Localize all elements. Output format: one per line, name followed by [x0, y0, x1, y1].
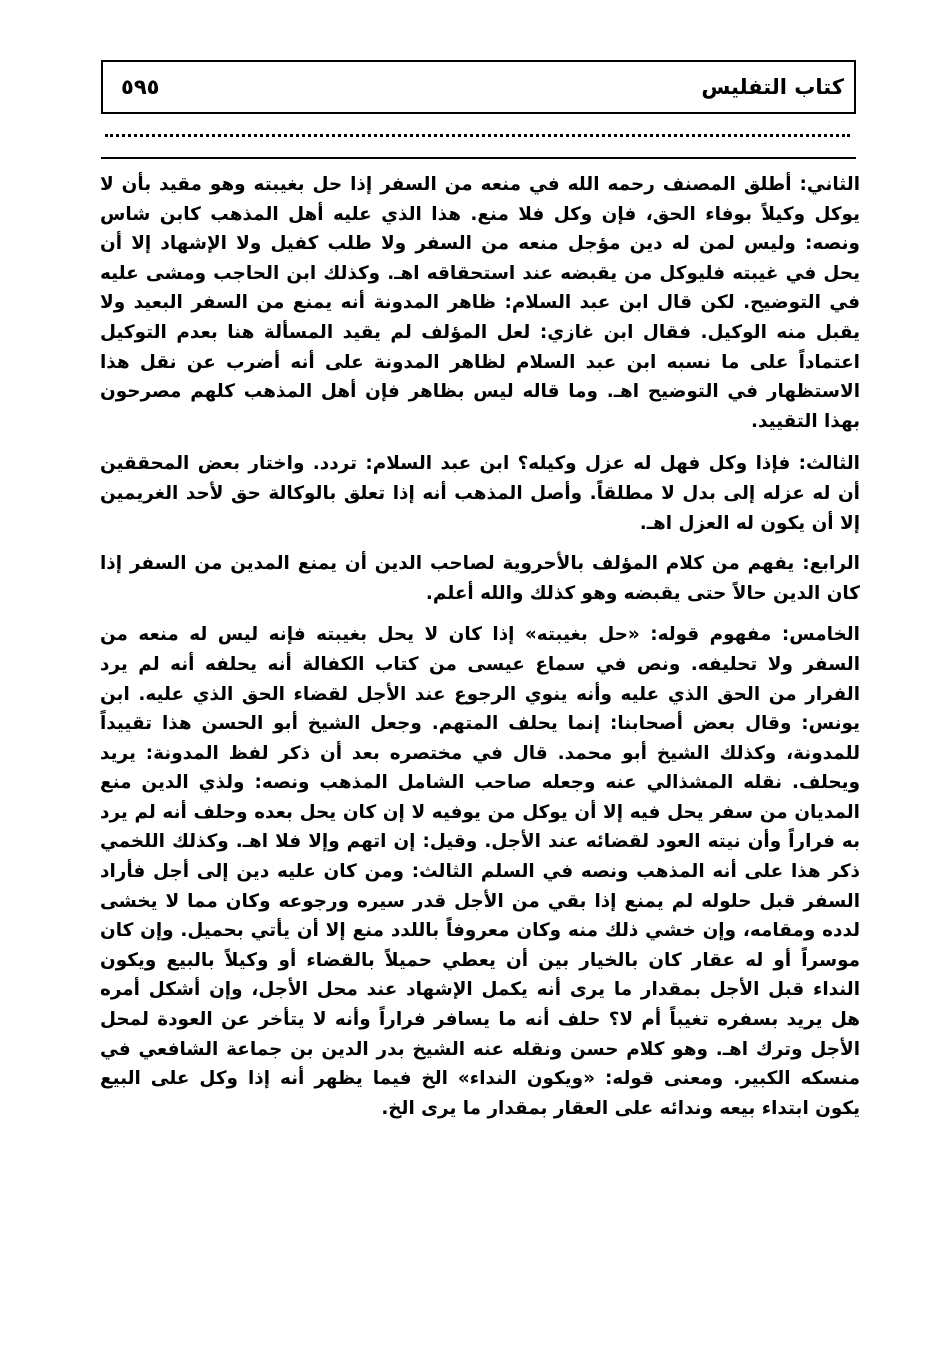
page-header: [101, 60, 856, 114]
running-title: كتاب التفليس: [701, 75, 844, 99]
dotted-divider: [105, 134, 850, 137]
paragraph-third: الثالث: فإذا وكل فهل له عزل وكيله؟ ابن عبد السلام: تردد. واختار بعض المحققين أن له عزله إلى بدل لا مطلقاً. وأصل المذهب أنه إذا تعلق بالوكالة حق لأحد الغريمين إلا أن يكون له العزل اهـ.: [100, 453, 860, 534]
paragraph-second: الثاني: أطلق المصنف رحمه الله في منعه من السفر إذا حل بغيبته وهو مقيد بأن لا يوكل وكيلاً بوفاء الحق، فإن وكل فلا منع. هذا الذي عليه أهل المذهب كابن شاس ونصه: وليس لمن له دين مؤجل منعه من السفر ولا طلب كفيل ولا الإشهاد إلا أن يحل في غيبته فليوكل من يقبضه عند استحقاقه اهـ. وكذلك ابن الحاجب ومشى عليه في التوضيح. لكن قال ابن عبد السلام: ظاهر المدونة أنه يمنع من السفر البعيد ولا يقبل منه الوكيل. فقال ابن غازي: لعل المؤلف لم يقيد المسألة هنا بعدم التوكيل اعتماداً على ما نسبه ابن عبد السلام لظاهر المدونة على أنه أضرب عن نقل هذا الاستظهار في التوضيح اهـ. وما قاله ليس بظاهر فإن أهل المذهب كلهم مصرحون بهذا التقييد.: [100, 174, 860, 432]
solid-divider: [101, 157, 856, 159]
paragraph-fifth: الخامس: مفهوم قوله: «حل بغيبته» إذا كان لا يحل بغيبته فإنه ليس له منعه من السفر ولا تحليفه. ونص في سماع عيسى من كتاب الكفالة أنه يحلفه أنه لم يرد الفرار من الحق الذي عليه وأنه ينوي الرجوع عند الأجل لقضاء الحق الذي عليه. ابن يونس: وقال بعض أصحابنا: إنما يحلف المتهم. وجعل الشيخ أبو الحسن هذا تقييداً للمدونة، وكذلك الشيخ أبو محمد. قال في مختصره بعد أن ذكر لفظ المدونة: يريد ويحلف. نقله المشذالي عنه وجعله صاحب الشامل المذهب ونصه: ولذي الدين منع المديان من سفر يحل فيه إلا أن يوكل من يوفيه لا إن كان يحل بعده وحلف أنه لم يرد به فراراً وأن نيته العود لقضائه عند الأجل. وقيل: إن اتهم وإلا فلا اهـ. وكذلك اللخمي ذكر هذا على أنه المذهب ونصه في السلم الثالث: ومن كان عليه دين إلى أجل فأراد السفر قبل حلوله لم يمنع إذا بقي من الأجل قدر سيره ورجوعه وكان مما لا يخشى لدده ومقامه، وإن خشي ذلك منه وكان معروفاً باللدد منع إلا أن يأتي بحميل. وإن كان موسراً أو له عقار كان بالخيار بين أن يعطي حميلاً بالقضاء أو وكيلاً بالبيع ويكون النداء قبل الأجل بمقدار ما يرى أنه يكمل الإشهاد عند محل الأجل، وإن أشكل أمره هل يريد بسفره تغيباً أم لا؟ حلف أنه ما يسافر فراراً وأنه لا يتأخر عن العودة لمحل الأجل وترك اهـ. وهو كلام حسن ونقله عنه الشيخ بدر الدين بن جماعة الشافعي في منسكه الكبير. ومعنى قوله: «ويكون النداء» الخ فيما يظهر أنه إذا وكل على البيع يكون ابتداء بيعه وندائه على العقار بمقدار ما يرى الخ.: [100, 624, 860, 1119]
paragraph-fourth: الرابع: يفهم من كلام المؤلف بالأحروية لصاحب الدين أن يمنع المدين من السفر إذا كان الدين حالاً حتى يقبضه وهو كذلك والله أعلم.: [100, 553, 860, 604]
page-body: [100, 170, 860, 1123]
page-number: ٥٩٥: [121, 75, 160, 99]
